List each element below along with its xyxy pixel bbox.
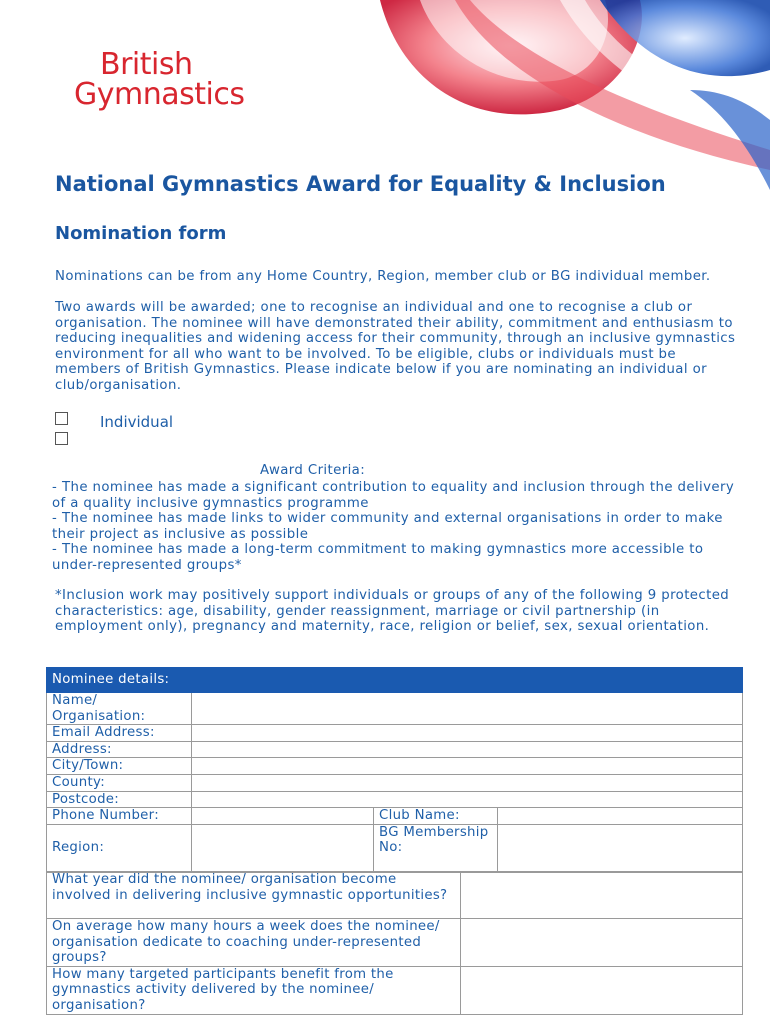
logo-line-2: Gymnastics — [74, 77, 245, 112]
region-field[interactable] — [192, 824, 374, 872]
answer-participants-field[interactable] — [461, 966, 743, 1014]
city-town-field[interactable] — [192, 758, 743, 775]
individual-label: Individual — [100, 413, 174, 431]
answer-start-year-field[interactable] — [461, 872, 743, 919]
city-town-label: City/Town: — [47, 758, 192, 775]
phone-number-field[interactable] — [192, 808, 374, 825]
question-hours-per-week: On average how many hours a week does the nominee/ organisation dedicate to coaching under-represented groups? — [47, 919, 461, 967]
county-label: County: — [47, 774, 192, 791]
answer-hours-per-week-field[interactable] — [461, 919, 743, 967]
criteria-item: - The nominee has made a long-term commitment to making gymnastics more accessible to under-represented groups* — [52, 542, 704, 573]
club-name-label: Club Name: — [374, 808, 498, 825]
bg-membership-label: BG Membership No: — [374, 824, 498, 872]
postcode-label: Postcode: — [47, 791, 192, 808]
nominee-details-table — [46, 667, 743, 873]
question-participants: How many targeted participants benefit from the gymnastics activity delivered by the nominee/ organisation? — [47, 966, 461, 1014]
british-gymnastics-logo — [74, 47, 245, 112]
logo-line-1: British — [100, 47, 193, 82]
bg-membership-field[interactable] — [498, 824, 743, 872]
page-title: National Gymnastics Award for Equality & Inclusion — [55, 172, 666, 196]
county-field[interactable] — [192, 774, 743, 791]
name-organisation-field[interactable] — [192, 693, 743, 725]
criteria-item: - The nominee has made links to wider community and external organisations in order to make their project as inclusive as possible — [52, 511, 723, 542]
email-field[interactable] — [192, 725, 743, 742]
name-organisation-label: Name/ Organisation: — [47, 693, 192, 725]
email-label: Email Address: — [47, 725, 192, 742]
criteria-item: - The nominee has made a significant contribution to equality and inclusion through the delivery of a quality inclusive gymnastics programme — [52, 480, 735, 511]
question-start-year: What year did the nominee/ organisation become involved in delivering inclusive gymnastic opportunities? — [47, 872, 461, 919]
individual-checkbox[interactable] — [55, 412, 68, 425]
award-criteria-title: Award Criteria: — [260, 463, 366, 478]
address-field[interactable] — [192, 741, 743, 758]
postcode-field[interactable] — [192, 791, 743, 808]
region-label: Region: — [47, 824, 192, 872]
club-organisation-checkbox[interactable] — [55, 432, 68, 445]
intro-paragraph-1: Nominations can be from any Home Country, Region, member club or BG individual member. — [55, 269, 711, 284]
club-name-field[interactable] — [498, 808, 743, 825]
phone-number-label: Phone Number: — [47, 808, 192, 825]
intro-paragraph-2: Two awards will be awarded; one to recognise an individual and one to recognise a club or organisation. The nominee will have demonstrated their ability, commitment and enthusiasm to reducing inequalities and widening access for their community, through an inclusive gymnastics environment for all who want to be involved. To be eligible, clubs or individuals must be members of British Gymnastics. Please indicate below if you are nominating an individual or club/organisation. — [55, 300, 736, 393]
protected-characteristics-footnote: *Inclusion work may positively support individuals or groups of any of the following 9 protected characteristics: age, disability, gender reassignment, marriage or civil partnership (in employment only), pregnancy and maternity, race, religion or belief, sex, sexual orientation. — [55, 588, 730, 635]
page-subtitle: Nomination form — [55, 223, 227, 244]
nominee-questions-table — [46, 871, 743, 1015]
nominee-details-header: Nominee details: — [47, 668, 743, 693]
address-label: Address: — [47, 741, 192, 758]
